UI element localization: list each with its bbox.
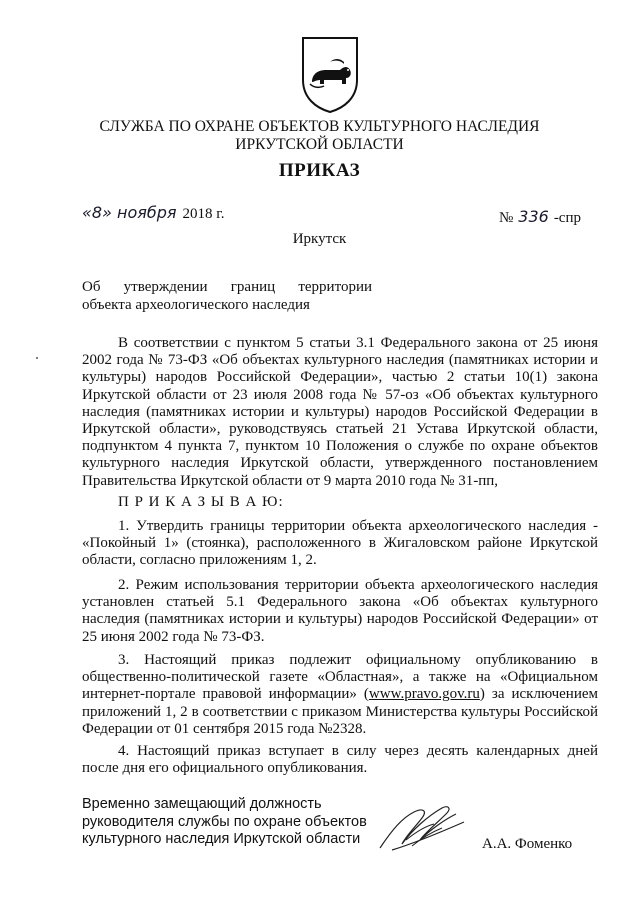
number-suffix: -спр <box>553 210 581 226</box>
signer-position-line3: культурного наследия Иркутской области <box>82 831 361 847</box>
order-item-4: 4. Настоящий приказ вступает в силу через десять календарных дней после дня его официального опубликования. <box>82 743 598 777</box>
agency-name-line1: СЛУЖБА ПО ОХРАНЕ ОБЪЕКТОВ КУЛЬТУРНОГО НАСЛЕДИЯ <box>99 118 540 135</box>
irkutsk-coat-of-arms-icon <box>300 36 360 114</box>
order-word: П Р И К А З Ы В А Ю: <box>118 494 284 510</box>
scan-speck <box>36 357 38 359</box>
document-number <box>499 207 581 227</box>
city: Иркутск <box>292 231 347 247</box>
order-item-1: 1. Утвердить границы территории объекта археологического наследия - «Покойный 1» (стоянка), расположенного в Жигаловском районе Иркутской области, согласно приложениям 1, 2. <box>82 518 598 569</box>
document-date <box>82 203 225 223</box>
signer-position <box>82 796 367 849</box>
preamble-paragraph: В соответствии с пунктом 5 статьи 3.1 Федерального закона от 25 июня 2002 года № 73-ФЗ «Об объектах культурного наследия (памятниках истории и культуры) народов Российской Федерации», частью 2 статьи 10(1) закона Иркутской области от 23 июля 2008 года № 57-оз «Об объектах культурного наследия (памятниках истории и культуры) народов Российской Федерации в Иркутской области», руководствуясь статьей 21 Устава Иркутской области, подпунктом 4 пункта 7, пунктом 10 Положения о службе по охране объектов культурного наследия Иркутской области, утвержденного постановлением Правительства Иркутской области от 9 марта 2010 года № 31-пп, <box>82 335 598 489</box>
pravo-gov-link[interactable]: www.pravo.gov.ru <box>368 686 480 703</box>
signer-name: А.А. Фоменко <box>482 836 573 852</box>
handwritten-number: 336 <box>518 207 549 226</box>
order-item-3-text-before: 3. Настоящий приказ подлежит официальному опубликованию в общественно-политической газете «Областная», а также на «Официальном интернет-портале правовой информации» ( <box>82 652 598 703</box>
handwritten-date: «8» ноября <box>82 203 177 222</box>
number-prefix: № <box>498 210 514 226</box>
subject-line1: Об утверждении границ территории <box>82 279 372 295</box>
date-year: 2018 г. <box>182 206 225 222</box>
subject-line2: объекта археологического наследия <box>82 297 310 313</box>
signer-position-line2: руководителя службы по охране объектов <box>82 813 367 830</box>
document-type-title: ПРИКАЗ <box>278 160 361 181</box>
order-item-3 <box>82 652 598 738</box>
handwritten-signature <box>372 800 472 855</box>
order-item-2: 2. Режим использования территории объекта археологического наследия установлен статьей 5.1 Федерального закона «Об объектах культурного наследия (памятниках истории и культуры) народов Российской Федерации» от 25 июня 2002 года № 73-ФЗ. <box>82 577 598 645</box>
signer-position-line1: Временно замещающий должность <box>82 796 322 812</box>
agency-name-line2: ИРКУТСКОЙ ОБЛАСТИ <box>235 136 404 153</box>
subject-heading <box>82 278 372 314</box>
order-item-3-text-after: ) за исключением приложений 1, 2 в соответствии с приказом Министерства культуры Российской Федерации от 01 сентября 2015 года №2328. <box>82 686 598 737</box>
